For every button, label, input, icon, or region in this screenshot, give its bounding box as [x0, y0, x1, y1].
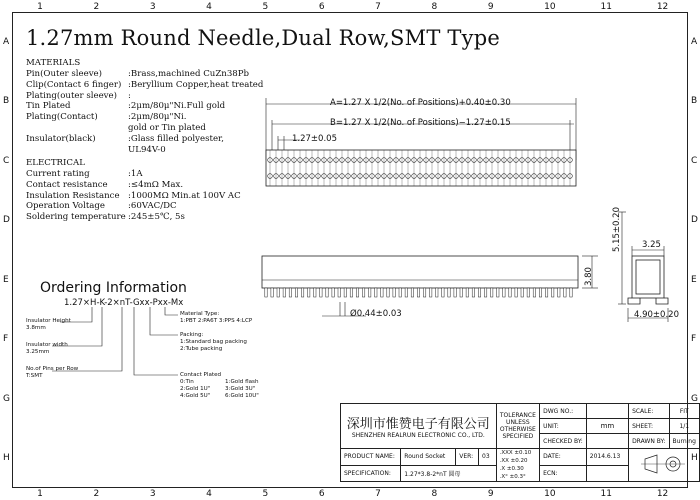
side-pin — [478, 288, 480, 297]
ruler-column-label: 12 — [656, 489, 669, 499]
side-pin — [545, 288, 547, 297]
side-pin — [301, 288, 303, 297]
ruler-row-label: B — [3, 96, 10, 107]
side-pin — [564, 288, 566, 297]
dim-pitch: 1.27±0.05 — [292, 134, 337, 144]
side-pin — [491, 288, 493, 297]
drawn-by-label: DRAWN BY: — [629, 434, 669, 449]
material-value: :2μm/80μ"Ni.Full gold — [128, 101, 226, 112]
electrical-key: Contact resistance — [26, 179, 108, 190]
side-pin — [448, 288, 450, 297]
material-value: :Glass filled polyester, — [128, 133, 224, 144]
side-pin — [539, 288, 541, 297]
dim-foot-width: 4.90±0.20 — [634, 310, 679, 320]
ordering-heading: Ordering Information — [40, 280, 187, 296]
side-pin — [533, 288, 535, 297]
side-pin — [460, 288, 462, 297]
ruler-column-label: 11 — [600, 489, 612, 499]
ruler-row-label: E — [691, 274, 697, 285]
dim-pin-diameter: Ø0.44±0.03 — [350, 309, 402, 319]
ruler-row-label: G — [3, 393, 10, 404]
material-value: :Beryllium Copper,heat treated — [128, 79, 264, 90]
insulator-width-label: Insulator width 3.25mm — [26, 342, 68, 355]
sheet-label: SHEET: — [629, 419, 669, 434]
dim-total-height: 5.15±0.20 — [612, 207, 622, 252]
side-pin — [509, 288, 511, 297]
side-pin — [552, 288, 554, 297]
material-key: Pin(Outer sleeve) — [26, 69, 103, 79]
end-view — [618, 212, 668, 322]
side-pin — [362, 288, 364, 297]
scale-value: FIT — [669, 404, 699, 419]
side-pin — [289, 288, 291, 297]
dim-height: 3.80 — [584, 267, 594, 286]
side-pin — [527, 288, 529, 297]
drawn-by-value: Burning — [669, 434, 699, 449]
material-value: :2μm/80μ"Ni. — [128, 112, 187, 123]
side-pin — [314, 288, 316, 297]
checked-by-value — [586, 434, 628, 449]
dwg-no-label: DWG NO.: — [540, 404, 587, 419]
material-key: Clip(Contact 6 finger) — [26, 79, 122, 90]
dim-a: A=1.27 X 1/2(No. of Positions)+0.40±0.30 — [330, 98, 511, 108]
projection-symbol — [629, 449, 700, 482]
dim-b: B=1.27 X 1/2(No. of Positions)−1.27±0.15 — [330, 118, 511, 128]
company-name-cn: 深圳市惟赞电子有限公司 — [346, 417, 490, 432]
ruler-column-label: 11 — [600, 2, 612, 12]
ver-value: 03 — [479, 449, 497, 466]
ruler-column-label: 8 — [431, 2, 438, 12]
top-view-body — [266, 150, 576, 186]
ruler-column-label: 6 — [318, 489, 325, 499]
side-pin — [393, 288, 395, 297]
ruler-row-label: H — [691, 453, 698, 464]
dwg-no-value — [586, 404, 628, 419]
ruler-row-label: C — [3, 155, 10, 166]
side-pin — [484, 288, 486, 297]
materials-heading: MATERIALS — [26, 58, 81, 68]
side-pin — [503, 288, 505, 297]
tolerance-label: TOLERANCE UNLESS OTHERWISE SPECIFIED — [496, 404, 540, 449]
ruler-column-label: 4 — [206, 2, 212, 12]
ruler-column-label: 5 — [262, 489, 269, 499]
ruler-column-label: 10 — [544, 2, 556, 12]
ruler-column-label: 7 — [375, 2, 381, 12]
ruler-column-label: 7 — [375, 489, 381, 499]
material-key: Plating(Contact) — [26, 112, 98, 123]
electrical-key: Operation Voltage — [26, 201, 106, 212]
ruler-row-label: H — [3, 453, 10, 464]
side-view-body — [262, 256, 578, 288]
side-pin — [521, 288, 523, 297]
side-pin — [338, 288, 340, 297]
side-pin — [472, 288, 474, 297]
ecn-label: ECN: — [540, 465, 587, 482]
ruler-row-label: F — [3, 334, 9, 345]
contact-plated-label: Contact Plated 0:Tin 2:Gold 1U" 4:Gold 5U" — [180, 372, 222, 399]
company-name-en: SHENZHEN REALRUN ELECTRONIC CO., LTD. — [351, 432, 485, 439]
ruler-row-label: A — [691, 36, 698, 47]
side-pin — [295, 288, 297, 297]
ver-label: VER: — [456, 449, 479, 466]
side-pin — [454, 288, 456, 297]
ruler-column-label: 4 — [206, 489, 212, 499]
packing-label: Packing: 1:Standard bag packing 2:Tube packing — [180, 332, 247, 352]
side-pin — [442, 288, 444, 297]
ruler-row-label: G — [691, 393, 698, 404]
material-key: Tin Plated — [26, 101, 71, 112]
ruler-column-label: 8 — [431, 489, 438, 499]
side-pin — [375, 288, 377, 297]
side-pin — [399, 288, 401, 297]
material-key: Plating(outer sleeve) — [26, 90, 117, 101]
material-value: : — [128, 90, 131, 101]
side-pin — [430, 288, 432, 297]
ruler-column-label: 2 — [93, 2, 100, 12]
side-pin — [411, 288, 413, 297]
material-key: Insulator(black) — [26, 133, 96, 144]
ruler-row-label: C — [691, 155, 698, 166]
ruler-column-label: 5 — [262, 2, 269, 12]
ecn-value — [586, 465, 628, 482]
sheet-value: 1/1 — [669, 419, 699, 434]
material-type-label: Material Type: 1:PBT 2:PA6T 3:PPS 4:LCP — [180, 311, 253, 324]
electrical-key: Insulation Resistance — [26, 190, 120, 201]
pins-per-row-label: No.of Pins per Row T:SMT — [26, 366, 79, 379]
drawing-title: 1.27mm Round Needle,Dual Row,SMT Type — [26, 26, 500, 50]
unit-label: UNIT: — [540, 419, 587, 434]
ruler-row-label: B — [691, 96, 698, 107]
side-pin — [265, 288, 267, 297]
ruler-column-label: 12 — [656, 2, 669, 12]
side-pin — [271, 288, 273, 297]
side-pin — [558, 288, 560, 297]
ruler-column-label: 6 — [318, 2, 325, 12]
side-pin — [326, 288, 328, 297]
side-pin — [466, 288, 468, 297]
ruler-row-label: D — [691, 215, 698, 226]
dim-width: 3.25 — [642, 240, 661, 250]
ruler-column-label: 9 — [487, 2, 494, 12]
ordering-code: 1.27×H-K-2×nT-Gxx-Pxx-Mx — [64, 298, 184, 308]
electrical-heading: ELECTRICAL — [26, 158, 85, 168]
ruler-column-label: 9 — [487, 489, 494, 499]
side-pin — [497, 288, 499, 297]
electrical-value: :1000MΩ Min.at 100V AC — [128, 190, 241, 201]
ruler-row-label: F — [691, 334, 697, 345]
scale-label: SCALE: — [629, 404, 669, 419]
ruler-column-label: 3 — [149, 2, 156, 12]
side-pin — [515, 288, 517, 297]
side-pin — [277, 288, 279, 297]
ruler-column-label: 10 — [544, 489, 556, 499]
date-value: 2014.6.13 — [586, 449, 628, 466]
unit-value: mm — [586, 419, 628, 434]
electrical-value: :60VAC/DC — [128, 201, 177, 212]
side-pin — [369, 288, 371, 297]
ruler-column-label: 3 — [149, 489, 156, 499]
product-name-label: PRODUCT NAME: — [341, 449, 401, 466]
ruler-column-label: 1 — [37, 489, 43, 499]
date-label: DATE: — [540, 449, 587, 466]
side-pin — [381, 288, 383, 297]
ruler-row-label: A — [3, 36, 10, 47]
material-value: UL94V-0 — [128, 144, 166, 155]
ruler-row-label: E — [3, 274, 9, 285]
side-pin — [570, 288, 572, 297]
insulator-height-label: Insulator Height 3.8mm — [26, 318, 71, 331]
side-pin — [308, 288, 310, 297]
side-pin — [332, 288, 334, 297]
side-pin — [436, 288, 438, 297]
side-pin — [405, 288, 407, 297]
side-pin — [350, 288, 352, 297]
checked-by-label: CHECKED BY: — [540, 434, 587, 449]
contact-plated-gold-label: 1:Gold flash 3:Gold 3U" 6:Gold 10U" — [225, 379, 259, 399]
projection-icon — [641, 453, 687, 475]
title-block — [340, 403, 700, 482]
side-pin — [356, 288, 358, 297]
side-pin — [423, 288, 425, 297]
side-pin — [417, 288, 419, 297]
side-pin — [344, 288, 346, 297]
ruler-row-label: D — [3, 215, 10, 226]
ruler-column-label: 2 — [93, 489, 100, 499]
side-pin — [387, 288, 389, 297]
tolerance-values: .XXX ±0.10 .XX ±0.20 .X ±0.30 .X° ±0.3° — [496, 449, 540, 482]
electrical-value: :≤4mΩ Max. — [128, 179, 184, 190]
specification-value: 1.27*3.8-2*nT 圆母 — [401, 465, 496, 482]
side-pin — [283, 288, 285, 297]
electrical-key: Current rating — [26, 169, 90, 179]
material-value: :Brass,machined CuZn38Pb — [128, 69, 250, 79]
side-view-pins — [265, 288, 572, 297]
specification-label: SPECIFICATION: — [341, 465, 401, 482]
product-name-value: Round Socket — [401, 449, 456, 466]
material-value: gold or Tin plated — [128, 123, 206, 133]
electrical-value: :245±5℃, 5s — [128, 212, 185, 223]
electrical-key: Soldering temperature — [26, 212, 126, 223]
side-pin — [320, 288, 322, 297]
electrical-value: :1A — [128, 169, 143, 179]
ruler-column-label: 1 — [37, 2, 43, 12]
